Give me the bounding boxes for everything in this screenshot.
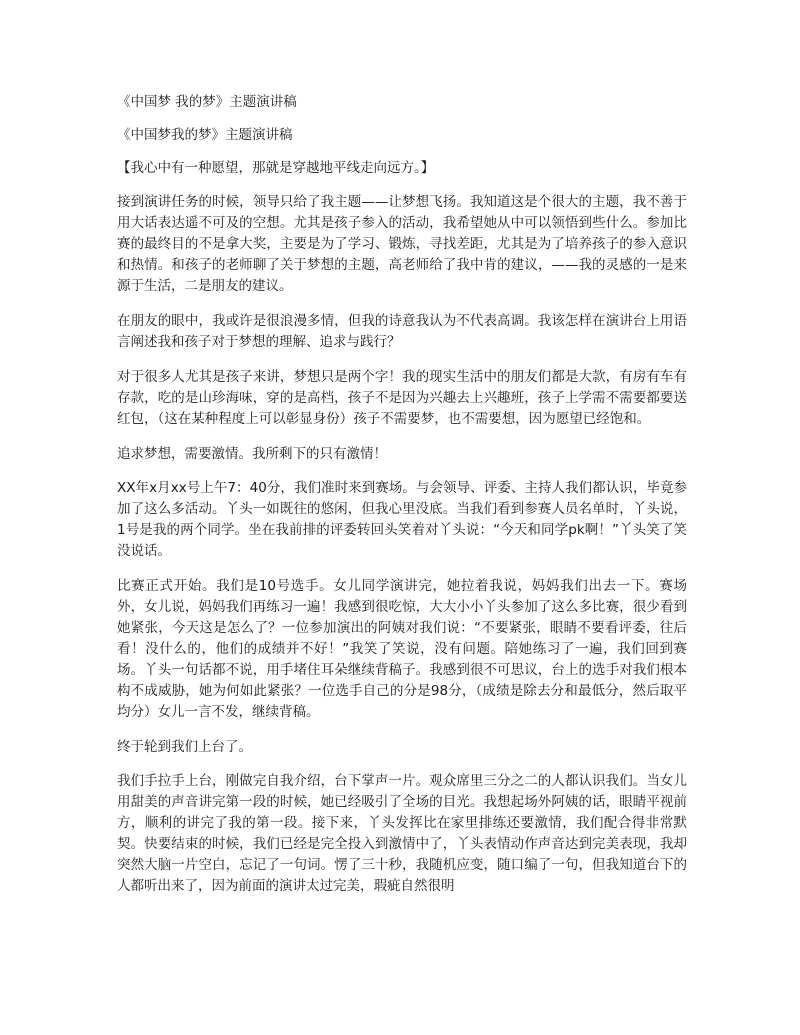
- paragraph-friends-view: 在朋友的眼中，我或许是很浪漫多情，但我的诗意我认为不代表高调。我该怎样在演讲台上用语言阐述我和孩子对于梦想的理解、追求与践行？: [117, 313, 687, 350]
- paragraph-dreams: 对于很多人尤其是孩子来讲，梦想只是两个字！我的现实生活中的朋友们都是大款，有房有车有存款，吃的是山珍海味，穿的是高档，孩子不是因为兴趣去上兴趣班，孩子上学需不需要都要送红包，（这在某种程度上可以彰显身份）孩子不需要梦，也不需要想，因为愿望已经饱和。: [117, 369, 687, 427]
- paragraph-our-turn: 终于轮到我们上台了。: [117, 739, 252, 755]
- paragraph-competition: 比赛正式开始。我们是10号选手。女儿同学演讲完，她拉着我说，妈妈我们出去一下。赛场外，女儿说，妈妈我们再练习一遍！我感到很吃惊，大大小小丫头参加了这么多比赛，很少看到她紧张，今天这是怎么了？一位参加演出的阿姨对我们说：“不要紧张，眼睛不要看评委，往后看！没什么的，他们的成绩并不好！”我笑了笑说，没有问题。陪她练习了一遍，我们回到赛场。丫头一句话都不说，用手堵住耳朵继续背稿子。我感到很不可思议，台上的选手对我们根本构不成威胁，她为何如此紧张？一位选手自己的分是98分，（成绩是除去分和最低分，然后取平均分）女儿一言不发，继续背稿。: [117, 578, 687, 720]
- document-title-secondary: 《中国梦我的梦》主题演讲稿: [117, 127, 293, 143]
- paragraph-arrival: XX年x月xx号上午7：40分，我们准时来到赛场。与会领导、评委、主持人我们都认识，毕竟参加了这么多活动。丫头一如既往的悠闲，但我心里没底。当我们看到参赛人员名单时，丫头说，1号是我的两个同学。坐在我前排的评委转回头笑着对丫头说：“今天和同学pk啊！”丫头笑了笑没说话。: [117, 480, 687, 559]
- paragraph-performance: 我们手拉手上台，刚做完自我介绍，台下掌声一片。观众席里三分之二的人都认识我们。当女儿用甜美的声音讲完第一段的时候，她已经吸引了全场的目光。我想起场外阿姨的话，眼睛平视前方，顺利的讲完了我的第一段。接下来，丫头发挥比在家里排练还要激情，我们配合得非常默契。快要结束的时候，我们已经是完全投入到激情中了，丫头表情动作声音达到完美表现，我却突然大脑一片空白，忘记了一句词。愣了三十秒，我随机应变，随口编了一句，但我知道台下的人都听出来了，因为前面的演讲太过完美，瑕疵自然很明: [117, 773, 687, 894]
- document-page: [117, 92, 687, 911]
- document-title-primary: 《中国梦 我的梦》主题演讲稿: [117, 94, 297, 110]
- paragraph-task: 接到演讲任务的时候，领导只给了我主题——让梦想飞扬。我知道这是个很大的主题，我不善于用大话表达遥不可及的空想。尤其是孩子参入的活动，我希望她从中可以领悟到些什么。参加比赛的最终目的不是拿大奖，主要是为了学习、锻炼，寻找差距，尤其是为了培养孩子的参入意识和热情。和孩子的老师聊了关于梦想的主题，高老师给了我中肯的建议，——我的灵感的一是来源于生活，二是朋友的建议。: [117, 194, 687, 294]
- paragraph-epigraph: 【我心中有一种愿望，那就是穿越地平线走向远方。】: [117, 160, 435, 176]
- paragraph-passion: 追求梦想，需要激情。我所剩下的只有激情！: [117, 446, 387, 462]
